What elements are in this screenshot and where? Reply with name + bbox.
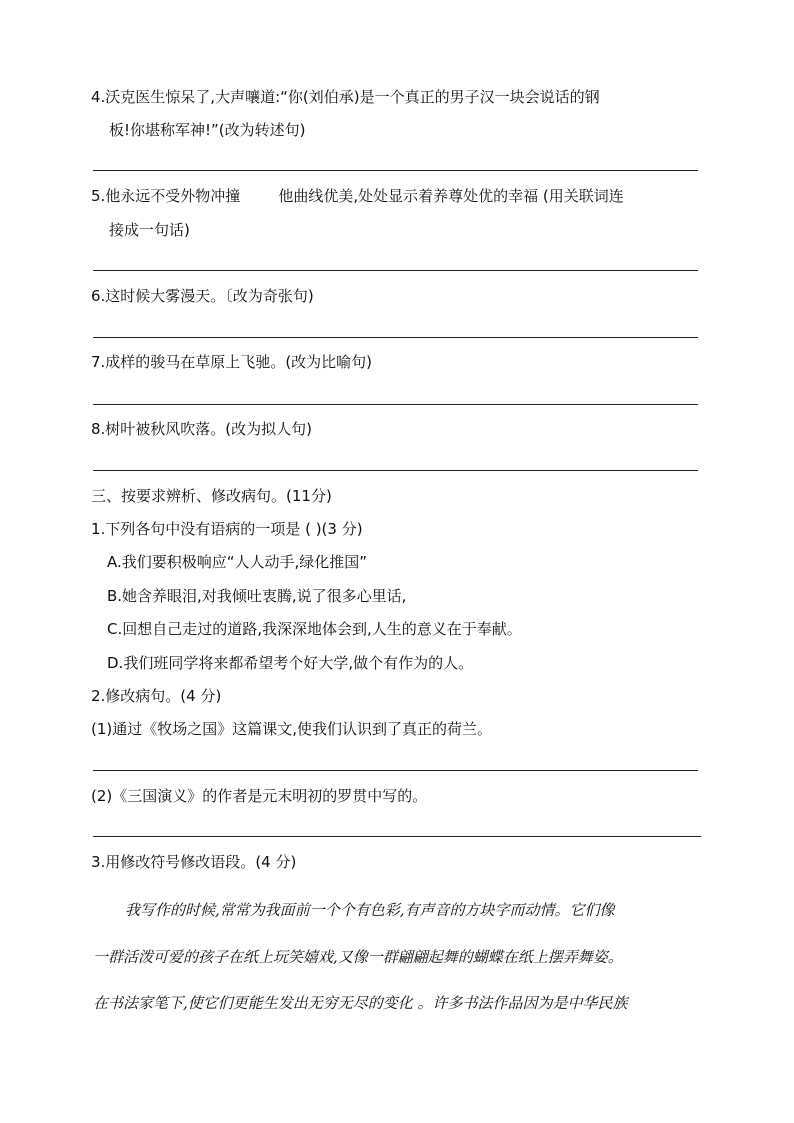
q7-text: 7.成样的骏马在草原上飞驰。(改为比喻句) (91, 353, 373, 371)
q5-clause-a: 5.他永远不受外物冲撞 (91, 187, 241, 205)
s3-q2-stem: 2.修改病句。(4 分) (91, 687, 222, 705)
option-c: C.回想自己走过的道路,我深深地体会到,人生的意义在于奉献。 (107, 620, 522, 638)
s3-q2-item-1: (1)通过《牧场之国》这篇课文,使我们认识到了真正的荷兰。 (91, 720, 493, 738)
option-b: B.她含养眼泪,对我倾吐衷腾,说了很多心里话, (107, 587, 407, 605)
answer-line-q6 (93, 337, 698, 338)
s3-q2-item-2: (2)《三国演义》的作者是元末明初的罗贯中写的。 (91, 787, 428, 805)
answer-line-q4 (93, 170, 698, 171)
q4-line-2: 板!你堪称军神!”(改为转述句) (109, 121, 306, 139)
passage-line-1: 我写作的时候,常常为我面前一个个有色彩,有声音的方块字而动情。它们像 (125, 901, 615, 919)
option-d: D.我们班同学将来都希望考个好大学,做个有作为的人。 (107, 654, 474, 672)
answer-line-s3-q2-2 (93, 836, 701, 837)
q4-line-1: 4.沃克医生惊呆了,大声嚷道:“你(刘伯承)是一个真正的男子汉一块会说话的钢 (91, 88, 600, 106)
q5-line-2: 接成一句话) (109, 221, 190, 239)
s3-q1-stem: 1.下列各句中没有语病的一项是 ( )(3 分) (91, 520, 363, 538)
answer-line-q8 (93, 470, 698, 471)
q5-line-1 (91, 186, 624, 206)
answer-line-q7 (93, 404, 698, 405)
q6-text: 6.这时候大雾漫天。〔改为奇张句) (91, 287, 314, 305)
q8-text: 8.树叶被秋风吹落。(改为拟人句) (91, 420, 313, 438)
s3-q3-stem: 3.用修改符号修改语段。(4 分) (91, 853, 297, 871)
answer-line-s3-q2-1 (93, 770, 698, 771)
passage-line-2: 一群活泼可爱的孩子在纸上玩笑嬉戏,又像一群翩翩起舞的蝴蝶在纸上摆弄舞姿。 (93, 948, 623, 966)
answer-line-q5 (93, 270, 698, 271)
section-3-title: 三、按要求辨析、修改病句。(11分) (91, 487, 332, 505)
q5-clause-b: 他曲线优美,处处显示着养尊处优的幸福 (用关联词连 (278, 187, 624, 205)
option-a: A.我们要积极响应“人人动手,绿化推国” (107, 553, 368, 571)
passage-line-3: 在书法家笔下,使它们更能生发出无穷无尽的变化 。许多书法作品因为是中华民族 (93, 994, 628, 1012)
